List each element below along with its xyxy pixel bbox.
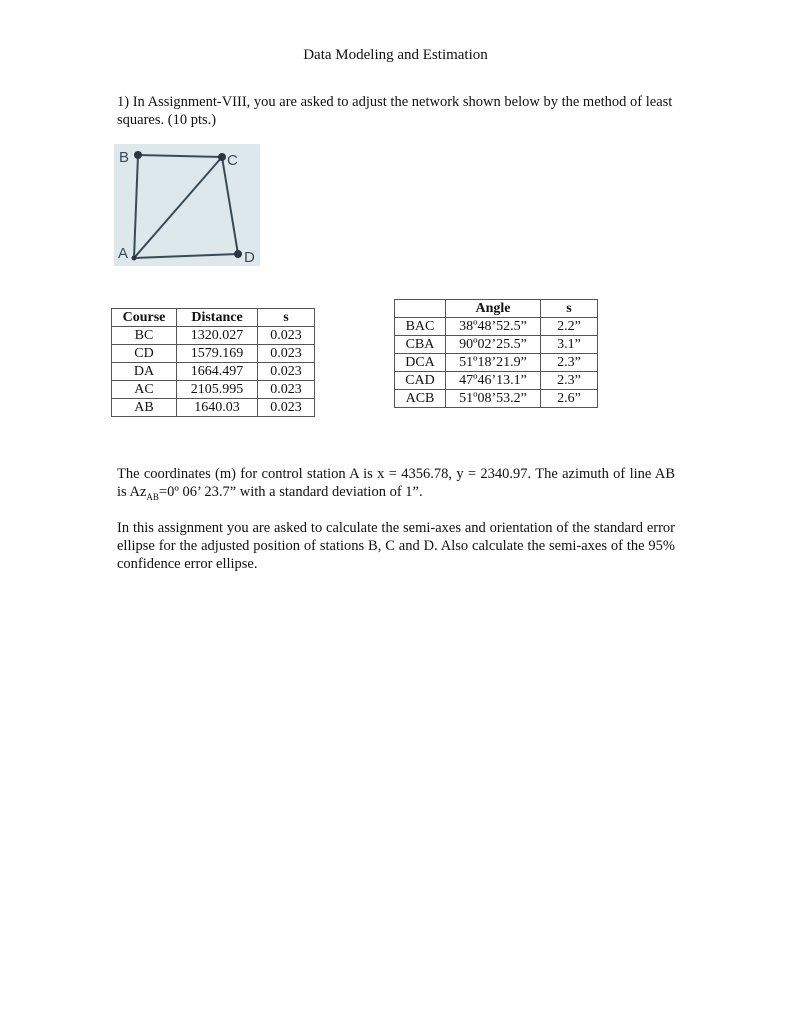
s-cell: 0.023 [258, 381, 315, 399]
label-b: B [119, 149, 130, 166]
angle-value-cell: 47º46’13.1” [446, 372, 541, 390]
coordinates-text: The coordinates (m) for control station A is x = 4356.78, y = 2340.97. The azimuth of line AB is Az [117, 466, 675, 500]
s-cell: 2.6” [541, 390, 598, 408]
angle-value-cell: 38º48’52.5” [446, 318, 541, 336]
table-row [395, 390, 598, 408]
table-row [112, 345, 315, 363]
distance-table-header [112, 309, 315, 327]
s-cell: 0.023 [258, 327, 315, 345]
table-row [395, 318, 598, 336]
table-row [395, 336, 598, 354]
station-b [134, 151, 142, 159]
distance-cell: 1640.03 [177, 399, 258, 417]
s-cell: 2.2” [541, 318, 598, 336]
distance-cell: 2105.995 [177, 381, 258, 399]
distance-cell: 1320.027 [177, 327, 258, 345]
label-c: C [227, 152, 238, 169]
angle-name-cell: CBA [395, 336, 446, 354]
angle-name-cell: ACB [395, 390, 446, 408]
line-ab [134, 155, 138, 258]
header-s: s [541, 300, 598, 318]
course-cell: AC [112, 381, 177, 399]
angle-table-header [395, 300, 598, 318]
header-s: s [258, 309, 315, 327]
question-text: 1) In Assignment-VIII, you are asked to adjust the network shown below by the method of least squares. (10 pts.) [117, 94, 673, 128]
coordinates-paragraph [117, 465, 675, 506]
s-cell: 2.3” [541, 354, 598, 372]
distance-cell: 1664.497 [177, 363, 258, 381]
angle-value-cell: 90º02’25.5” [446, 336, 541, 354]
table-row [395, 354, 598, 372]
s-cell: 0.023 [258, 399, 315, 417]
course-cell: DA [112, 363, 177, 381]
header-blank [395, 300, 446, 318]
station-c [218, 153, 226, 161]
table-row [112, 399, 315, 417]
s-cell: 0.023 [258, 363, 315, 381]
azimuth-subscript: AB [146, 491, 159, 502]
s-cell: 3.1” [541, 336, 598, 354]
label-d: D [244, 249, 255, 266]
table-row [112, 363, 315, 381]
angle-value-cell: 51º18’21.9” [446, 354, 541, 372]
angle-name-cell: CAD [395, 372, 446, 390]
header-distance: Distance [177, 309, 258, 327]
table-row [395, 372, 598, 390]
s-cell: 2.3” [541, 372, 598, 390]
line-bc [138, 155, 222, 157]
course-cell: CD [112, 345, 177, 363]
angle-name-cell: BAC [395, 318, 446, 336]
distance-cell: 1579.169 [177, 345, 258, 363]
angle-table [394, 299, 598, 408]
network-diagram [114, 144, 260, 266]
station-a [132, 256, 137, 261]
line-ac [134, 157, 222, 258]
table-row [112, 381, 315, 399]
angle-value-cell: 51º08’53.2” [446, 390, 541, 408]
course-cell: AB [112, 399, 177, 417]
label-a: A [118, 245, 129, 262]
header-angle: Angle [446, 300, 541, 318]
angle-name-cell: DCA [395, 354, 446, 372]
station-d [234, 250, 242, 258]
s-cell: 0.023 [258, 345, 315, 363]
azimuth-text: =0º 06’ 23.7” with a standard deviation of 1”. [158, 484, 423, 500]
assignment-paragraph: In this assignment you are asked to calculate the semi-axes and orientation of the standard error ellipse for the adjusted position of stations B, C and D. Also calculate the semi-axes of the 95% confidence error ellipse. [117, 520, 675, 572]
page-title: Data Modeling and Estimation [303, 47, 488, 63]
header-course: Course [112, 309, 177, 327]
line-da [134, 254, 238, 258]
course-cell: BC [112, 327, 177, 345]
line-cd [222, 157, 238, 254]
distance-table [111, 308, 315, 417]
table-row [112, 327, 315, 345]
network-svg [114, 144, 260, 266]
